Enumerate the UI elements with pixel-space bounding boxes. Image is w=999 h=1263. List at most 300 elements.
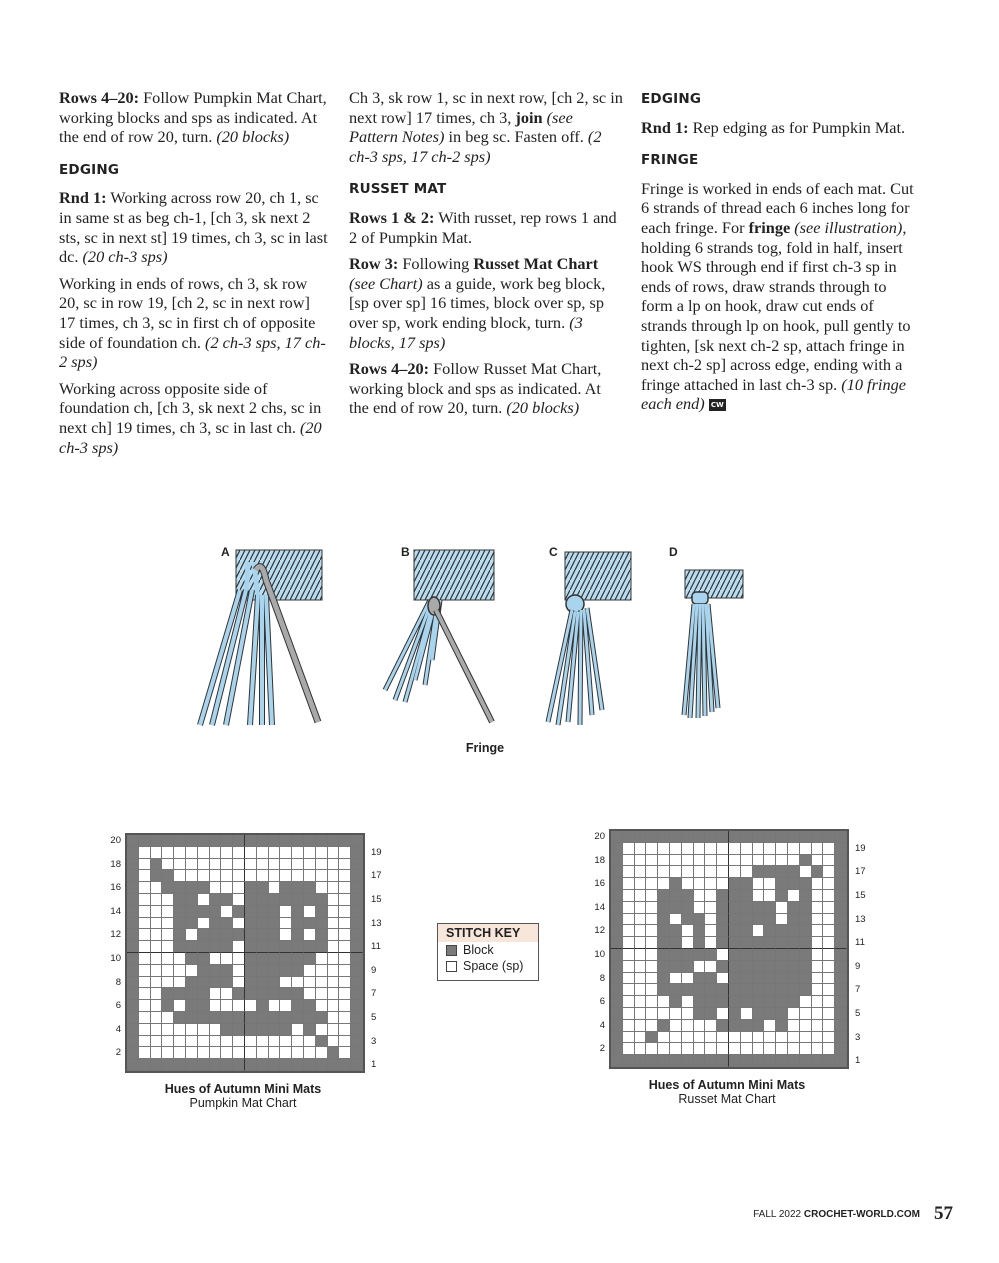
block-cell — [186, 882, 198, 894]
space-cell — [339, 918, 351, 930]
block-cell — [351, 835, 363, 847]
block-cell — [694, 973, 706, 985]
space-cell — [717, 1043, 729, 1055]
stitch-key-block: Block — [438, 942, 538, 958]
block-cell — [635, 1055, 647, 1067]
block-cell — [788, 902, 800, 914]
space-cell — [635, 1008, 647, 1020]
block-cell — [776, 878, 788, 890]
block-cell — [705, 973, 717, 985]
block-cell — [269, 977, 281, 989]
block-cell — [257, 906, 269, 918]
space-cell — [280, 929, 292, 941]
space-cell — [717, 1008, 729, 1020]
space-cell — [328, 1000, 340, 1012]
block-cell — [245, 941, 257, 953]
block-cell — [280, 882, 292, 894]
space-cell — [682, 937, 694, 949]
block-cell — [328, 1059, 340, 1071]
russet-mat-chart-grid — [609, 829, 849, 1069]
block-cell — [127, 882, 139, 894]
space-cell — [823, 1043, 835, 1055]
space-cell — [800, 1032, 812, 1044]
block-cell — [127, 1000, 139, 1012]
space-cell — [174, 847, 186, 859]
space-cell — [269, 1047, 281, 1059]
block-cell — [162, 988, 174, 1000]
space-cell — [705, 1043, 717, 1055]
space-cell — [753, 925, 765, 937]
block-cell — [788, 996, 800, 1008]
space-cell — [151, 1024, 163, 1036]
space-cell — [328, 965, 340, 977]
space-cell — [162, 918, 174, 930]
block-cell — [835, 996, 847, 1008]
space-cell — [623, 1008, 635, 1020]
space-cell — [292, 870, 304, 882]
block-cell — [127, 894, 139, 906]
block-cell — [741, 1055, 753, 1067]
block-cell — [316, 918, 328, 930]
space-cell — [812, 937, 824, 949]
block-cell — [741, 961, 753, 973]
block-cell — [269, 1024, 281, 1036]
block-cell — [127, 929, 139, 941]
block-cell — [304, 835, 316, 847]
space-cell — [682, 843, 694, 855]
block-cell — [269, 918, 281, 930]
space-cell — [705, 914, 717, 926]
block-cell — [245, 1024, 257, 1036]
space-cell — [210, 870, 222, 882]
space-cell — [646, 961, 658, 973]
block-cell — [245, 1059, 257, 1071]
site-name: CROCHET-WORLD.COM — [803, 1209, 920, 1220]
space-cell — [339, 882, 351, 894]
paragraph: Row 3: Following Russet Mat Chart (see Chart) as a guide, work beg block, [sp over sp] 16 times, block over sp, sp over sp, work ending block, turn. (3 blocks, 17 sps) — [349, 254, 606, 352]
block-cell — [328, 1047, 340, 1059]
block-cell — [835, 831, 847, 843]
block-cell — [705, 831, 717, 843]
block-cell — [221, 977, 233, 989]
space-cell — [162, 894, 174, 906]
block-cell — [304, 953, 316, 965]
space-cell — [729, 1032, 741, 1044]
space-cell — [823, 925, 835, 937]
space-cell — [186, 1047, 198, 1059]
block-cell — [694, 914, 706, 926]
block-cell — [835, 937, 847, 949]
paragraph: Working in ends of rows, ch 3, sk row 20, sc in row 19, [ch 2, sc in next row] 17 times, ch 3, sc in first ch of opposite side of foundation ch. (2 ch-3 sps, 17 ch-2 sps) — [59, 273, 326, 372]
space-cell — [776, 843, 788, 855]
block-cell — [339, 1059, 351, 1071]
space-cell — [823, 855, 835, 867]
block-cell — [670, 996, 682, 1008]
space-cell — [812, 843, 824, 855]
section-heading-russet-mat: RUSSET MAT — [349, 181, 447, 198]
space-cell — [658, 866, 670, 878]
space-cell — [788, 1008, 800, 1020]
space-cell — [823, 973, 835, 985]
space-cell — [139, 965, 151, 977]
space-cell — [292, 1047, 304, 1059]
block-cell — [245, 906, 257, 918]
block-cell — [351, 847, 363, 859]
block-cell — [741, 914, 753, 926]
block-cell — [611, 878, 623, 890]
space-cell — [635, 855, 647, 867]
space-cell — [162, 847, 174, 859]
block-cell — [682, 1055, 694, 1067]
block-cell — [717, 937, 729, 949]
space-cell — [328, 894, 340, 906]
block-cell — [764, 996, 776, 1008]
block-cell — [835, 866, 847, 878]
block-cell — [753, 973, 765, 985]
block-cell — [257, 941, 269, 953]
block-cell — [646, 831, 658, 843]
block-cell — [257, 1012, 269, 1024]
block-cell — [800, 902, 812, 914]
row-number-label: 1 — [855, 1055, 861, 1067]
space-cell — [823, 949, 835, 961]
space-cell — [328, 929, 340, 941]
block-cell — [717, 925, 729, 937]
block-cell — [835, 949, 847, 961]
block-cell — [292, 835, 304, 847]
block-cell — [776, 996, 788, 1008]
space-cell — [304, 1047, 316, 1059]
block-cell — [670, 949, 682, 961]
space-cell — [823, 866, 835, 878]
block-cell — [764, 937, 776, 949]
space-cell — [812, 949, 824, 961]
block-cell — [316, 1059, 328, 1071]
end-mark-icon: CW — [710, 401, 724, 410]
space-cell — [162, 1024, 174, 1036]
space-cell — [658, 843, 670, 855]
block-cell — [198, 977, 210, 989]
space-cell — [658, 1008, 670, 1020]
space-cell — [705, 878, 717, 890]
row-number-label: 14 — [110, 905, 121, 917]
space-cell — [682, 866, 694, 878]
block-cell — [210, 965, 222, 977]
block-cell — [835, 878, 847, 890]
block-cell — [835, 855, 847, 867]
block-cell — [611, 949, 623, 961]
block-cell — [717, 914, 729, 926]
block-cell — [210, 929, 222, 941]
block-cell — [186, 977, 198, 989]
space-swatch-icon — [446, 961, 457, 972]
block-cell — [658, 914, 670, 926]
space-cell — [151, 1047, 163, 1059]
block-cell — [800, 855, 812, 867]
block-cell — [186, 1059, 198, 1071]
block-cell — [682, 890, 694, 902]
block-cell — [210, 977, 222, 989]
column-2 — [349, 88, 624, 425]
block-cell — [611, 866, 623, 878]
block-cell — [705, 984, 717, 996]
paragraph: Rows 4–20: Follow Pumpkin Mat Chart, working blocks and sps as indicated. At the end of row 20, turn. (20 blocks) — [59, 88, 327, 147]
space-cell — [635, 902, 647, 914]
block-cell — [717, 1020, 729, 1032]
space-cell — [753, 1032, 765, 1044]
block-cell — [835, 843, 847, 855]
block-cell — [280, 835, 292, 847]
block-cell — [788, 937, 800, 949]
space-cell — [646, 843, 658, 855]
block-cell — [316, 1012, 328, 1024]
block-cell — [351, 1059, 363, 1071]
block-cell — [280, 894, 292, 906]
space-cell — [682, 1008, 694, 1020]
space-cell — [245, 847, 257, 859]
space-cell — [174, 965, 186, 977]
block-cell — [694, 996, 706, 1008]
space-cell — [800, 1043, 812, 1055]
row-number-label: 8 — [115, 976, 121, 988]
section-heading-edging: EDGING — [59, 161, 120, 178]
block-cell — [788, 973, 800, 985]
space-cell — [623, 925, 635, 937]
space-cell — [210, 859, 222, 871]
space-cell — [198, 847, 210, 859]
block-cell — [210, 1059, 222, 1071]
space-cell — [174, 870, 186, 882]
block-cell — [729, 890, 741, 902]
chart-title: Hues of Autumn Mini Mats — [164, 1082, 322, 1096]
block-cell — [741, 984, 753, 996]
block-cell — [221, 965, 233, 977]
row-number-label: 11 — [855, 937, 865, 949]
space-cell — [623, 878, 635, 890]
block-cell — [257, 1059, 269, 1071]
block-cell — [257, 894, 269, 906]
block-cell — [800, 961, 812, 973]
space-cell — [812, 902, 824, 914]
space-cell — [151, 894, 163, 906]
block-cell — [280, 965, 292, 977]
space-cell — [210, 882, 222, 894]
block-cell — [269, 929, 281, 941]
space-cell — [198, 894, 210, 906]
space-cell — [694, 843, 706, 855]
block-cell — [741, 831, 753, 843]
block-cell — [741, 949, 753, 961]
block-cell — [127, 1012, 139, 1024]
space-cell — [280, 1036, 292, 1048]
space-cell — [682, 973, 694, 985]
space-cell — [151, 953, 163, 965]
block-cell — [269, 941, 281, 953]
block-cell — [127, 906, 139, 918]
space-cell — [705, 890, 717, 902]
space-cell — [788, 843, 800, 855]
block-cell — [280, 953, 292, 965]
block-cell — [705, 1008, 717, 1020]
space-cell — [339, 906, 351, 918]
block-cell — [764, 984, 776, 996]
block-cell — [670, 925, 682, 937]
block-cell — [670, 831, 682, 843]
row-heading: Rows 4–20: — [59, 88, 140, 107]
space-cell — [623, 914, 635, 926]
space-cell — [705, 937, 717, 949]
block-cell — [351, 977, 363, 989]
block-cell — [623, 1055, 635, 1067]
block-cell — [186, 953, 198, 965]
space-cell — [635, 1020, 647, 1032]
fringe-step-c — [548, 552, 631, 725]
block-cell — [611, 961, 623, 973]
space-cell — [151, 929, 163, 941]
block-cell — [221, 918, 233, 930]
space-cell — [186, 965, 198, 977]
block-cell — [729, 902, 741, 914]
space-cell — [221, 1036, 233, 1048]
block-cell — [635, 831, 647, 843]
space-cell — [198, 918, 210, 930]
row-number-label: 17 — [371, 870, 382, 882]
space-cell — [292, 859, 304, 871]
space-cell — [823, 984, 835, 996]
space-cell — [658, 1032, 670, 1044]
space-cell — [151, 965, 163, 977]
block-cell — [812, 866, 824, 878]
space-cell — [198, 1047, 210, 1059]
block-cell — [776, 831, 788, 843]
space-cell — [162, 941, 174, 953]
block-cell — [682, 914, 694, 926]
space-cell — [670, 1043, 682, 1055]
block-cell — [257, 1000, 269, 1012]
space-cell — [635, 878, 647, 890]
space-cell — [623, 890, 635, 902]
space-cell — [139, 1012, 151, 1024]
fringe-step-d — [684, 570, 743, 718]
space-cell — [316, 965, 328, 977]
space-cell — [339, 870, 351, 882]
space-cell — [304, 977, 316, 989]
space-cell — [292, 847, 304, 859]
block-cell — [210, 918, 222, 930]
space-cell — [682, 1043, 694, 1055]
block-cell — [245, 1012, 257, 1024]
block-cell — [729, 1020, 741, 1032]
space-cell — [221, 1047, 233, 1059]
space-cell — [776, 1043, 788, 1055]
paragraph: Ch 3, sk row 1, sc in next row, [ch 2, sc in next row] 17 times, ch 3, join (see Pattern Notes) in beg sc. Fasten off. (2 ch-3 sps, 17 ch-2 sps) — [349, 88, 623, 166]
block-cell — [198, 941, 210, 953]
space-cell — [198, 1036, 210, 1048]
block-cell — [292, 941, 304, 953]
block-cell — [245, 929, 257, 941]
block-cell — [186, 941, 198, 953]
block-cell — [717, 831, 729, 843]
space-cell — [233, 953, 245, 965]
row-number-label: 9 — [855, 960, 861, 972]
space-cell — [823, 902, 835, 914]
space-cell — [788, 1043, 800, 1055]
block-cell — [257, 918, 269, 930]
space-cell — [705, 961, 717, 973]
block-cell — [269, 965, 281, 977]
space-cell — [705, 843, 717, 855]
space-cell — [812, 973, 824, 985]
block-cell — [788, 949, 800, 961]
space-cell — [800, 1020, 812, 1032]
block-cell — [316, 835, 328, 847]
block-cell — [280, 941, 292, 953]
space-cell — [658, 1043, 670, 1055]
space-cell — [339, 1024, 351, 1036]
chart-subtitle: Russet Mat Chart — [678, 1092, 776, 1106]
space-cell — [764, 878, 776, 890]
space-cell — [162, 953, 174, 965]
space-cell — [328, 918, 340, 930]
row-number-label: 13 — [855, 913, 866, 925]
section-heading-fringe: FRINGE — [641, 152, 699, 169]
space-cell — [233, 1036, 245, 1048]
block-cell — [221, 1024, 233, 1036]
block-cell — [186, 1012, 198, 1024]
block-cell — [245, 965, 257, 977]
block-cell — [221, 1059, 233, 1071]
space-cell — [694, 878, 706, 890]
block-cell — [823, 831, 835, 843]
block-cell — [162, 835, 174, 847]
space-cell — [198, 859, 210, 871]
block-cell — [198, 953, 210, 965]
space-cell — [139, 953, 151, 965]
space-cell — [705, 925, 717, 937]
space-cell — [635, 961, 647, 973]
block-cell — [162, 870, 174, 882]
space-cell — [328, 882, 340, 894]
space-cell — [646, 890, 658, 902]
block-cell — [245, 894, 257, 906]
block-cell — [233, 906, 245, 918]
space-cell — [221, 847, 233, 859]
space-cell — [646, 996, 658, 1008]
block-cell — [658, 973, 670, 985]
block-cell — [729, 996, 741, 1008]
block-cell — [682, 831, 694, 843]
space-cell — [316, 1047, 328, 1059]
space-cell — [162, 929, 174, 941]
block-cell — [611, 831, 623, 843]
block-cell — [198, 1000, 210, 1012]
block-cell — [127, 1059, 139, 1071]
block-cell — [764, 831, 776, 843]
block-cell — [717, 1055, 729, 1067]
space-cell — [269, 847, 281, 859]
block-cell — [646, 1055, 658, 1067]
block-cell — [186, 906, 198, 918]
block-cell — [694, 1008, 706, 1020]
block-cell — [351, 870, 363, 882]
block-cell — [292, 953, 304, 965]
paragraph: Fringe is worked in ends of each mat. Cut 6 strands of thread each 6 inches long for each fringe. For fringe (see illustration), holding 6 strands tog, fold in half, insert hook WS through end if first ch-3 sp in ends of rows, draw strands through to form a lp on hook, draw cut ends of strands through lp on hook, pull gently to tighten, [sk next ch-2 sp, attach fringe in next ch-2 sp] across edge, ending with a fringe attached in last ch-3 sp. (10 fringe each end) CW — [641, 178, 914, 414]
block-cell — [351, 906, 363, 918]
block-cell — [835, 914, 847, 926]
space-cell — [635, 843, 647, 855]
space-cell — [339, 953, 351, 965]
space-cell — [635, 866, 647, 878]
